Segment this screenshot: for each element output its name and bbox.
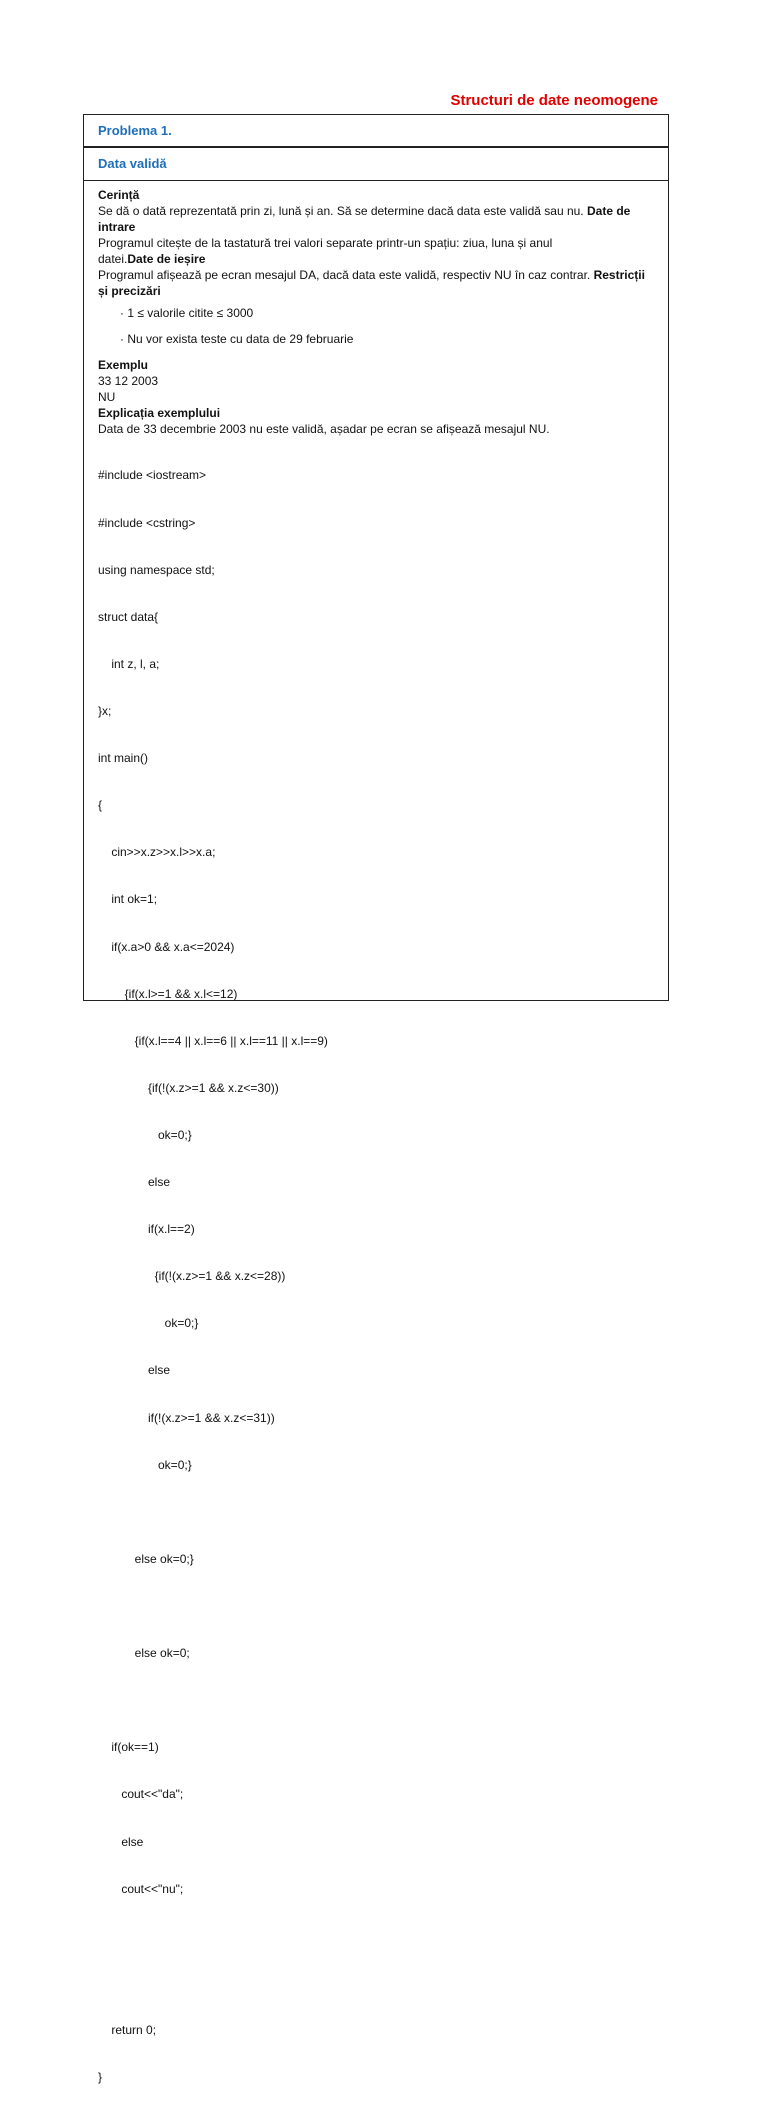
problem-box <box>83 114 669 2085</box>
problem-number-row <box>84 115 668 148</box>
output-heading: Date de ieșire <box>127 252 206 266</box>
cerinta-heading: Cerință <box>98 188 140 202</box>
code-line: int main() <box>98 751 149 766</box>
code-line: else <box>98 1834 144 1849</box>
source-code <box>98 437 654 2117</box>
restriction-1: · 1 ≤ valorile citite ≤ 3000 <box>120 306 254 320</box>
code-line: else <box>98 1175 171 1190</box>
code-line: if(ok==1) <box>98 1740 159 1755</box>
code-line: else ok=0;} <box>98 1551 194 1566</box>
example-input: 33 12 2003 <box>98 374 159 388</box>
output-text: Programul afișează pe ecran mesajul DA, dacă data este validă, respectiv NU în caz contrar. <box>98 268 591 282</box>
code-line: int z, l, a; <box>98 656 160 671</box>
problem-title-row <box>84 148 668 181</box>
code-line: ok=0;} <box>98 1316 199 1331</box>
code-line: struct data{ <box>98 609 159 624</box>
restrictions-heading: Restricții și precizări <box>98 268 645 298</box>
restriction-2: · Nu vor exista teste cu data de 29 februarie <box>120 332 354 346</box>
code-line: {if(x.l==4 || x.l==6 || x.l==11 || x.l==9) <box>98 1033 328 1048</box>
code-line: if(x.a>0 && x.a<=2024) <box>98 939 235 954</box>
code-line: {if(!(x.z>=1 && x.z<=30)) <box>98 1080 279 1095</box>
code-line: else <box>98 1363 171 1378</box>
code-line: #include <cstring> <box>98 515 196 530</box>
code-line: cout<<"da"; <box>98 1787 184 1802</box>
code-line: cout<<"nu"; <box>98 1881 184 1896</box>
code-line: if(!(x.z>=1 && x.z<=31)) <box>98 1410 275 1425</box>
problem-statement <box>84 181 668 2117</box>
explanation-heading: Explicația exemplului <box>98 406 221 420</box>
output-paragraph <box>98 267 654 299</box>
code-line <box>98 1976 654 1992</box>
example-heading: Exemplu <box>98 358 149 372</box>
code-line <box>98 1599 654 1615</box>
code-line: ok=0;} <box>98 1127 192 1142</box>
cerinta-paragraph <box>98 203 654 235</box>
code-line: }x; <box>98 703 112 718</box>
explanation-text: Data de 33 decembrie 2003 nu este validă, așadar pe ecran se afișează mesajul NU. <box>98 422 550 436</box>
code-line: ok=0;} <box>98 1457 192 1472</box>
code-line <box>98 1693 654 1709</box>
example-output: NU <box>98 390 116 404</box>
problem-number: Problema 1. <box>98 123 172 138</box>
code-line: #include <iostream> <box>98 468 207 483</box>
code-line: { <box>98 798 103 813</box>
input-heading: Date de intrare <box>98 204 631 234</box>
input-paragraph <box>98 251 654 267</box>
problem-title: Data validă <box>98 156 167 171</box>
code-line: {if(!(x.z>=1 && x.z<=28)) <box>98 1269 286 1284</box>
code-line: int ok=1; <box>98 892 158 907</box>
code-line <box>98 1505 654 1521</box>
code-line <box>98 1929 654 1945</box>
code-line: else ok=0; <box>98 1646 190 1661</box>
code-line: return 0; <box>98 2023 157 2038</box>
code-line: {if(x.l>=1 && x.l<=12) <box>98 986 238 1001</box>
document-title: Structuri de date neomogene <box>450 92 658 109</box>
input-text-1: Programul citește de la tastatură trei valori separate printr-un spațiu: ziua, luna și anul <box>98 236 553 250</box>
cerinta-text: Se dă o dată reprezentată prin zi, lună și an. Să se determine dacă data este validă sau nu. <box>98 204 584 218</box>
code-line: if(x.l==2) <box>98 1222 195 1237</box>
input-text-2: datei. <box>98 252 128 266</box>
code-line: using namespace std; <box>98 562 215 577</box>
code-line: cin>>x.z>>x.l>>x.a; <box>98 845 216 860</box>
code-line: } <box>98 2070 103 2085</box>
